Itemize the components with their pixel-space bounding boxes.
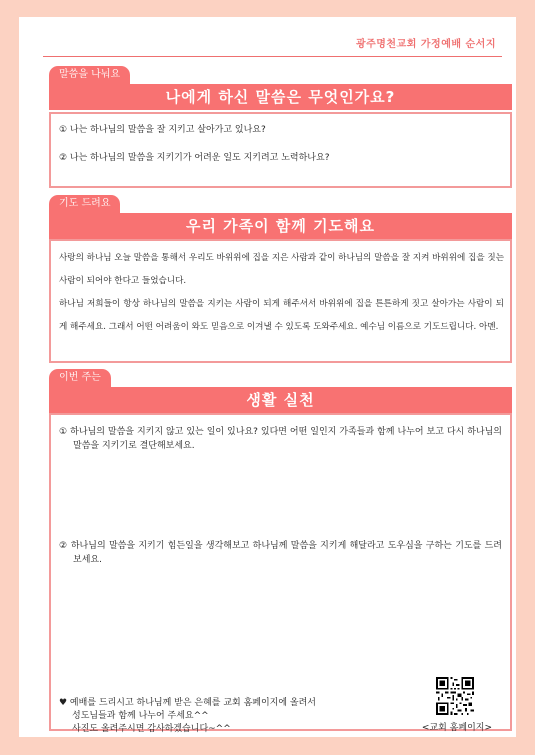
section1-tab: 말씀을 나눠요 bbox=[49, 66, 130, 84]
section2-title: 우리 가족이 함께 기도해요 bbox=[49, 213, 512, 239]
section3-tab: 이번 주는 bbox=[49, 369, 111, 387]
worship-sheet bbox=[19, 17, 516, 737]
church-brand: 광주명천교회 가정예배 순서지 bbox=[355, 39, 496, 50]
section1-box bbox=[49, 112, 512, 188]
footer-line-1: ♥ 예배를 드리시고 하나님께 받은 은혜를 교회 홈페이지에 올려서 bbox=[59, 698, 317, 708]
question-1: ① 나는 하나님의 말씀을 잘 지키고 살아가고 있나요? bbox=[59, 125, 266, 135]
qr-caption: <교회 홈페이지> bbox=[421, 723, 492, 733]
practice-item-2: ② 하나님의 말씀을 지키기 힘든일을 생각해보고 하나님께 말씀을 지키게 해달라고 도우심을 구하는 기도를 드려보세요. bbox=[59, 541, 502, 565]
section3-box bbox=[49, 413, 512, 734]
prayer-paragraph-2: 하나님 저희들이 항상 하나님의 말씀을 지키는 사람이 되게 해주셔서 바위위에 집을 튼튼하게 짓고 살아가는 사람이 되게 해주세요. 그래서 어떤 어려움이 와도 믿음으로 이겨낼 수 있도록 도와주세요. 예수님 이름으로 기도드립니다. 아멘. bbox=[59, 299, 504, 332]
footer-line-3: 사진도 올려주시면 감사하겠습니다~^^ bbox=[72, 724, 231, 734]
question-2: ② 나는 하나님의 말씀을 지키기가 어려운 일도 지키려고 노력하나요? bbox=[59, 153, 330, 163]
brand-divider bbox=[43, 56, 502, 57]
prayer-text bbox=[59, 247, 504, 339]
section3-title: 생활 실천 bbox=[49, 387, 512, 413]
section2-box bbox=[49, 239, 512, 363]
section2-tab: 기도 드려요 bbox=[49, 195, 120, 213]
footer-line-2: 성도님들과 함께 나누어 주세요^^ bbox=[72, 711, 209, 721]
section1-title: 나에게 하신 말씀은 무엇인가요? bbox=[49, 84, 512, 110]
practice-item-1: ① 하나님의 말씀을 지키지 않고 있는 일이 있나요? 있다면 어떤 일인지 가족들과 함께 나누어 보고 다시 하나님의 말씀을 지키기로 결단해보세요. bbox=[59, 427, 502, 451]
qr-code-icon[interactable] bbox=[436, 677, 474, 715]
footer-note bbox=[59, 697, 316, 736]
prayer-paragraph-1: 사랑의 하나님 오늘 말씀을 통해서 우리도 바위위에 집을 지은 사람과 같이 하나님의 말씀을 잘 지켜 바위위에 집을 짓는 사람이 되어야 한다고 들었습니다. bbox=[59, 253, 504, 286]
